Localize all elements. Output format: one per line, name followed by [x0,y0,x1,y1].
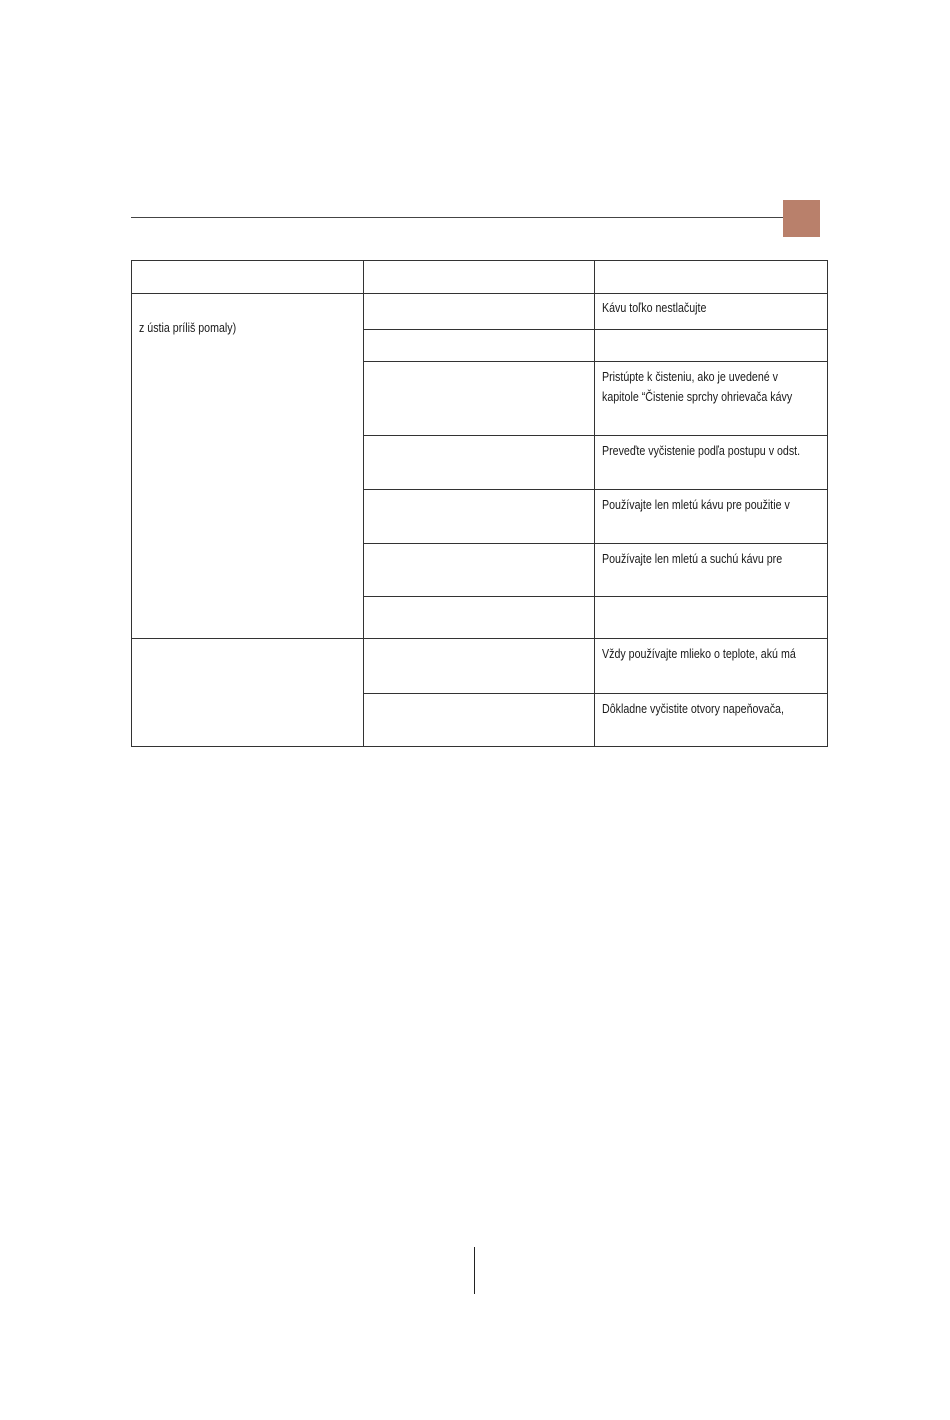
solution-text: Preveďte vyčistenie podľa postupu v odst. [602,443,801,458]
solution-text: Kávu toľko nestlačujte [602,300,707,315]
solution-cell [595,362,828,436]
cause-cell [364,597,595,639]
solution-text-line-2: kapitole “Čistenie sprchy ohrievača kávy [602,389,793,404]
solution-text: Používajte len mletú kávu pre použitie v [602,497,790,512]
cause-cell [364,544,595,597]
solution-cell [595,694,828,747]
cause-cell [364,330,595,362]
solution-text-line-1: Pristúpte k čisteniu, ako je uvedené v [602,369,778,384]
cause-cell [364,436,595,490]
table-row [132,294,828,330]
table-row [132,639,828,694]
problem-cell [132,294,364,639]
header-cell-problem [132,261,364,294]
header-cell-cause [364,261,595,294]
solution-cell [595,639,828,694]
solution-cell [595,436,828,490]
solution-cell [595,294,828,330]
solution-text: Vždy používajte mlieko o teplote, akú má [602,646,796,661]
solution-cell [595,544,828,597]
section-color-tab [783,200,820,237]
solution-cell [595,490,828,544]
problem-text: z ústia príliš pomaly) [139,320,237,335]
table-header-row [132,261,828,294]
problem-cell [132,639,364,747]
header-rule [131,217,783,218]
cause-cell [364,362,595,436]
cause-cell [364,639,595,694]
troubleshooting-table [131,260,828,747]
solution-text: Používajte len mletú a suchú kávu pre [602,551,783,566]
cause-cell [364,294,595,330]
solution-cell [595,330,828,362]
solution-cell [595,597,828,639]
header-cell-solution [595,261,828,294]
cause-cell [364,490,595,544]
solution-text: Dôkladne vyčistite otvory napeňovača, [602,701,784,716]
page-number-divider [474,1247,475,1294]
cause-cell [364,694,595,747]
